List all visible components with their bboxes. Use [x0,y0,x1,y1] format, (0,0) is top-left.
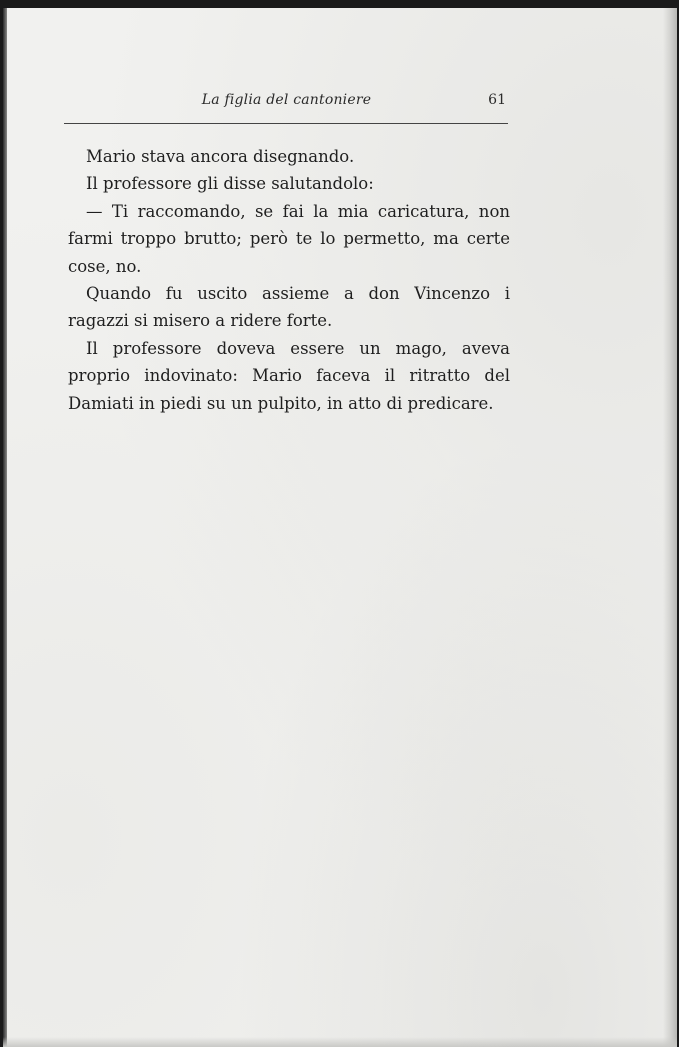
paragraph: Mario stava ancora disegnando. [86,147,355,166]
paragraph: Il professore gli disse salutandolo: [86,174,374,194]
header-rule [64,123,508,124]
page-bottom-edge [3,1037,677,1047]
paragraph: — Ti raccomando, se fai la mia caricatura, non farmi troppo brutto; però te lo permetto, ma certe cose, no. [68,201,510,276]
body-text [68,143,510,417]
page-number: 61 [488,92,506,108]
running-head [65,92,508,116]
page-left-edge [3,8,7,1047]
running-head-title: La figlia del cantoniere [201,92,372,108]
paragraph: Il professore doveva essere un mago, aveva proprio indovinato: Mario faceva il ritratto del Damiati in piedi su un pulpito, in atto di predicare. [68,338,510,413]
page-right-edge [663,8,677,1047]
paragraph: Quando fu uscito assieme a don Vincenzo i ragazzi si misero a ridere forte. [68,284,510,331]
